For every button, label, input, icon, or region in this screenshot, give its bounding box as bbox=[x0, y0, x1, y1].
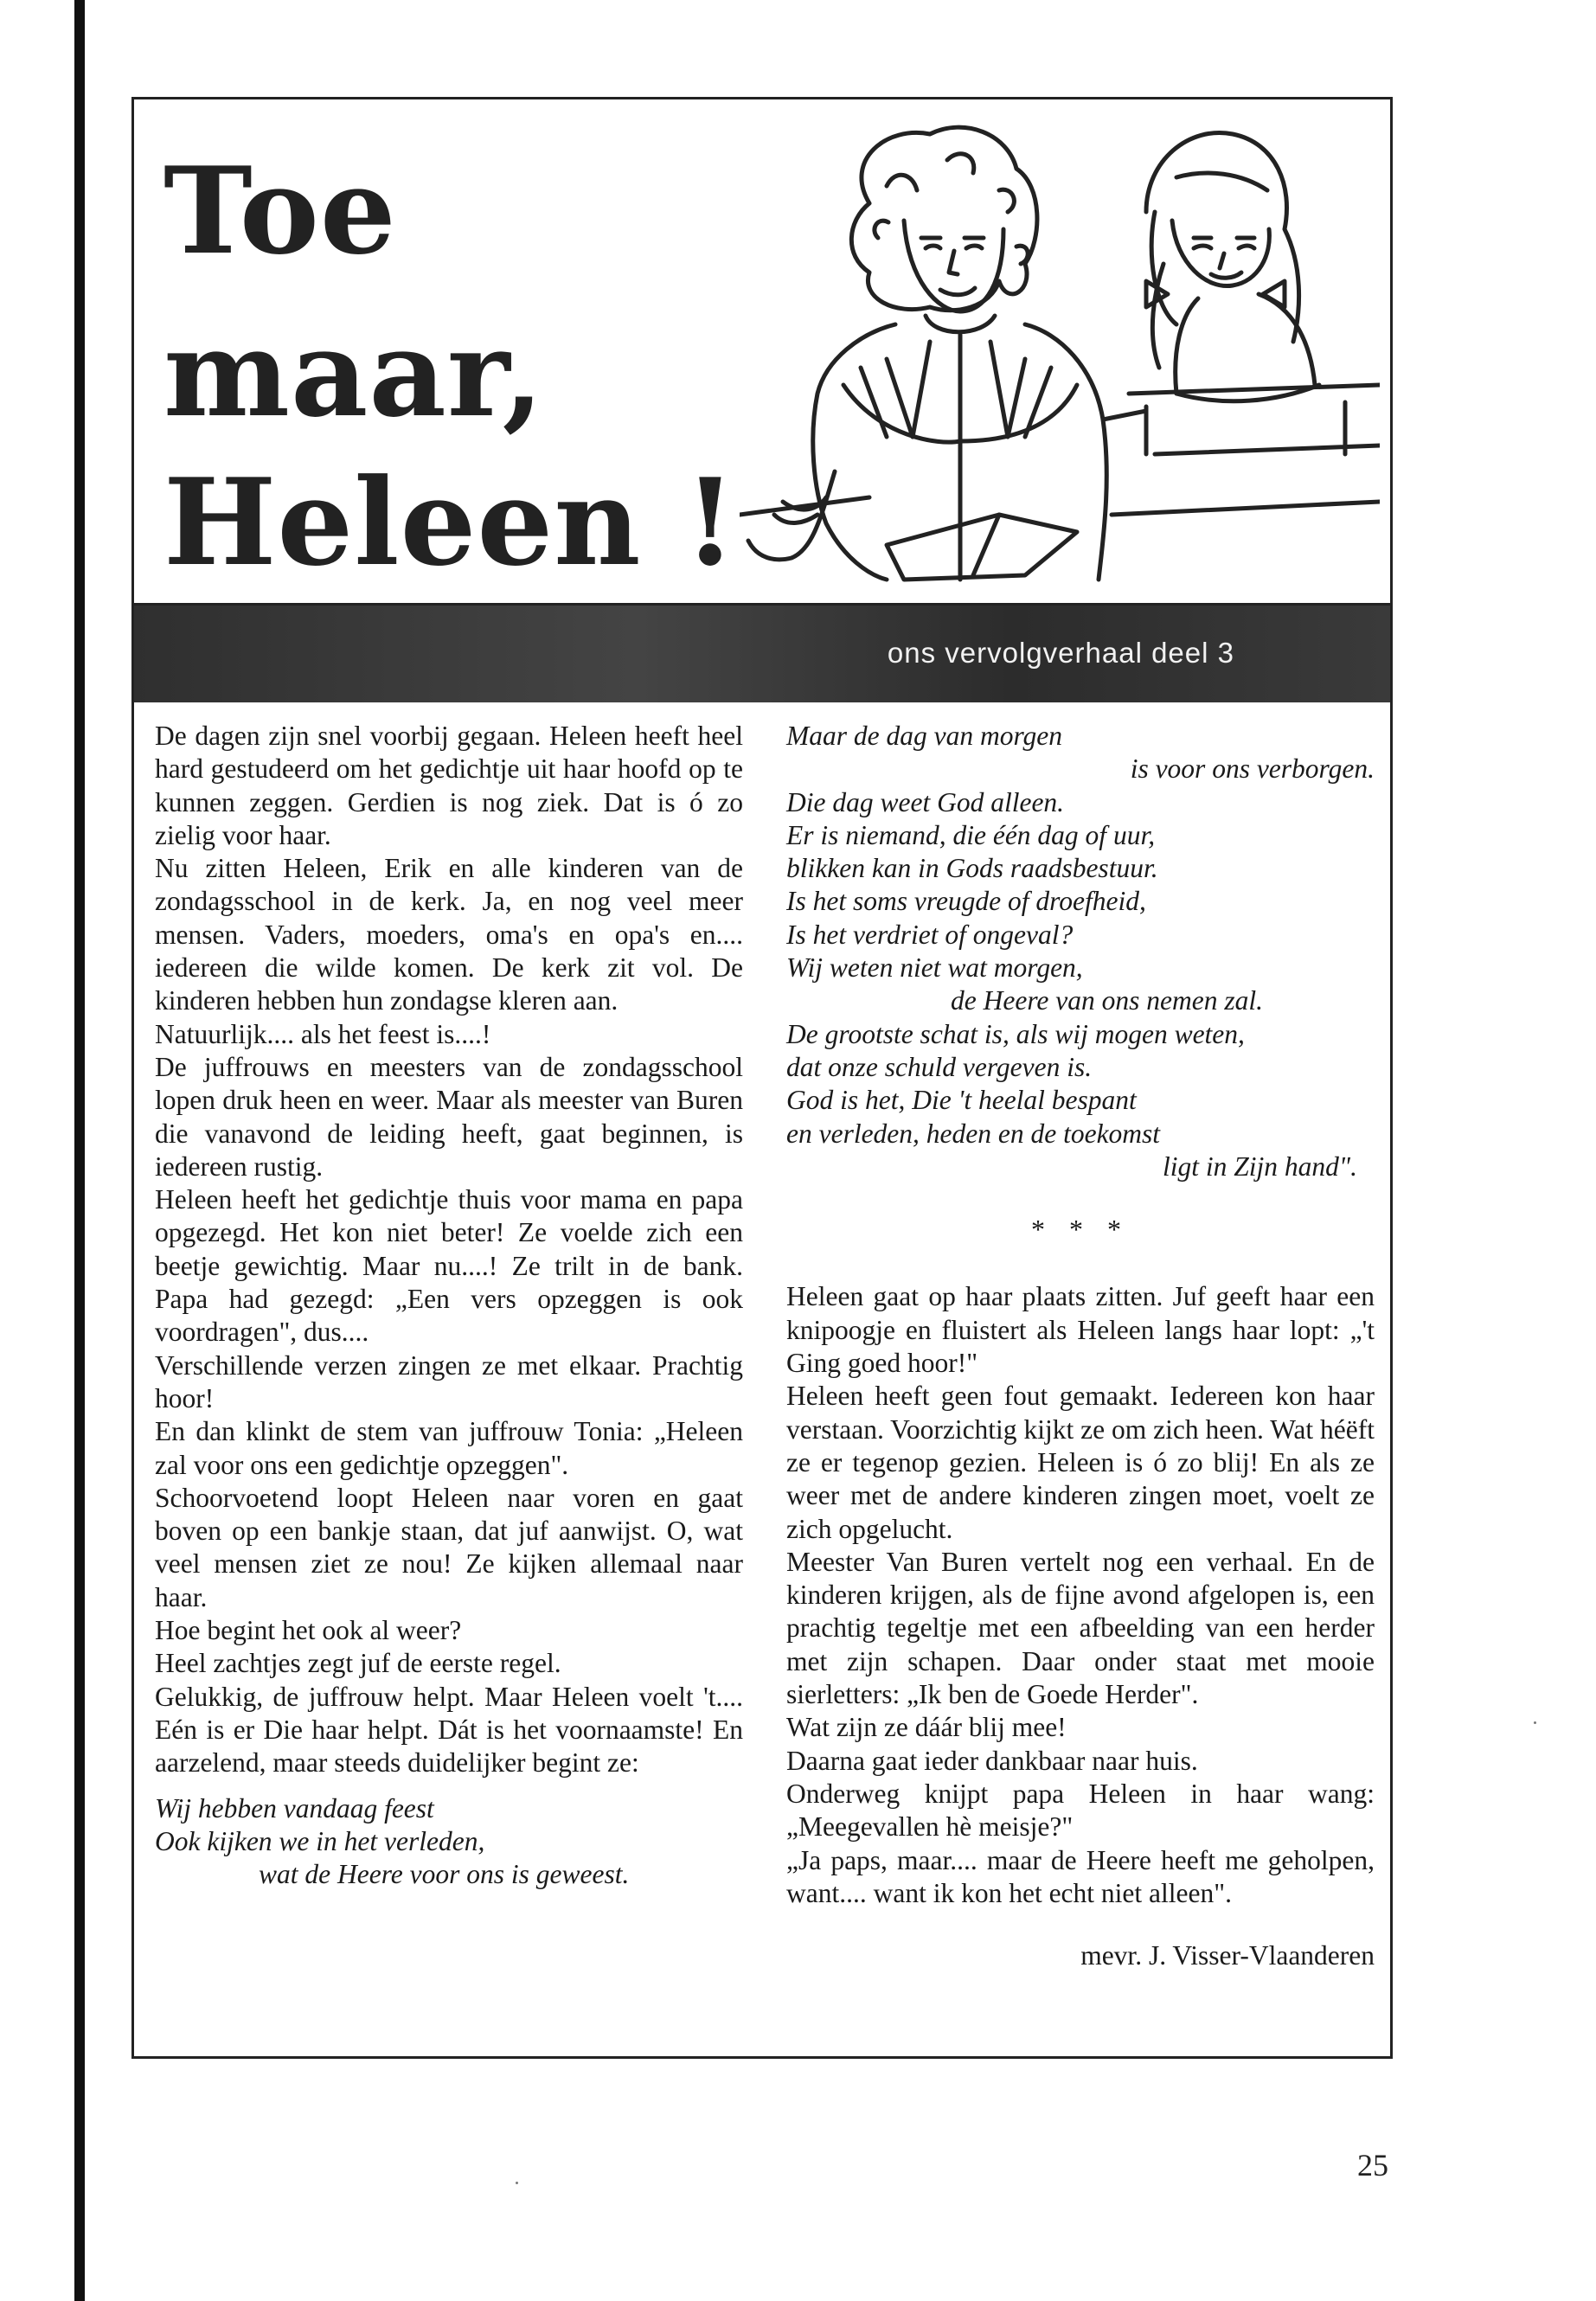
author-signature: mevr. J. Visser-Vlaanderen bbox=[1080, 1940, 1375, 1971]
paragraph: Daarna gaat ieder dankbaar naar huis. bbox=[786, 1745, 1198, 1776]
poem-stanza bbox=[155, 1792, 743, 1892]
page-number: 25 bbox=[1357, 2148, 1388, 2182]
poem-line: ligt in Zijn hand". bbox=[1162, 1150, 1357, 1182]
paragraph: Heleen gaat op haar plaats zitten. Juf geeft haar een knipoogje en fluistert als Heleen langs haar lopt: „'t Ging goed hoor!" bbox=[786, 1281, 1375, 1379]
left-column bbox=[155, 720, 743, 1891]
poem-line: God is het, Die 't heelal bespant bbox=[786, 1085, 1137, 1116]
poem-line: Er is niemand, die één dag of uur, bbox=[786, 819, 1156, 850]
print-speck bbox=[1534, 1721, 1536, 1724]
poem-line: en verleden, heden en de toekomst bbox=[786, 1118, 1161, 1149]
poem-line: Ook kijken we in het verleden, bbox=[155, 1825, 485, 1856]
poem-line: wat de Heere voor ons is geweest. bbox=[259, 1859, 630, 1890]
article-frame bbox=[131, 97, 1393, 2059]
title-line-1: Toe bbox=[163, 140, 397, 281]
paragraph: Hoe begint het ook al weer? bbox=[155, 1615, 462, 1646]
paragraph: Schoorvoetend loopt Heleen naar voren en gaat boven op een bankje staan, dat juf aanwijst. O, wat veel mensen ziet ze nou! Ze kijken allemaal naar haar. bbox=[155, 1482, 743, 1612]
paragraph: Nu zitten Heleen, Erik en alle kinderen van de zondagsschool in de kerk. Ja, en nog veel meer mensen. Vaders, moeders, oma's en opa's en.... iedereen die wilde komen. De kerk zit vol. De kinderen hebben hun zondagse kleren aan. bbox=[155, 853, 743, 1016]
paragraph: Verschillende verzen zingen ze met elkaar. Prachtig hoor! bbox=[155, 1349, 743, 1413]
article-header bbox=[134, 99, 1390, 606]
poem-line: Is het soms vreugde of droefheid, bbox=[786, 886, 1146, 917]
paragraph: De dagen zijn snel voorbij gegaan. Heleen heeft heel hard gestudeerd om het gedichtje uit haar hoofd op te kunnen zeggen. Gerdien is nog ziek. Dat is ó zo zielig voor haar. bbox=[155, 721, 743, 850]
paragraph: Onderweg knijpt papa Heleen in haar wang: „Meegevallen hè meisje?" bbox=[786, 1778, 1375, 1843]
poem-line: De grootste schat is, als wij mogen weten, bbox=[786, 1018, 1245, 1049]
paragraph: Gelukkig, de juffrouw helpt. Maar Heleen voelt 't.... Eén is er Die haar helpt. Dát is het voornaamste! En aarzelend, maar steeds duidelijker begint ze: bbox=[155, 1681, 743, 1779]
paragraph: Wat zijn ze dáár blij mee! bbox=[786, 1712, 1067, 1743]
paragraph: En dan klinkt de stem van juffrouw Tonia: „Heleen zal voor ons een gedichtje opzeggen". bbox=[155, 1416, 743, 1480]
paragraph: Natuurlijk.... als het feest is....! bbox=[155, 1018, 491, 1049]
paragraph: „Ja paps, maar.... maar de Heere heeft me geholpen, want.... want ik kon het echt niet alleen". bbox=[786, 1844, 1375, 1908]
poem-continuation bbox=[786, 720, 1375, 1183]
poem-line: de Heere van ons nemen zal. bbox=[951, 985, 1263, 1016]
section-separator: * * * bbox=[1031, 1214, 1130, 1246]
banner-text: ons vervolgverhaal deel 3 bbox=[887, 637, 1234, 669]
illustration-woman-and-girl bbox=[740, 108, 1380, 597]
poem-line: Maar de dag van morgen bbox=[786, 721, 1063, 751]
poem-line: is voor ons verborgen. bbox=[1130, 753, 1375, 785]
title-line-3: Heleen ! bbox=[163, 452, 738, 593]
paragraph: Heleen heeft geen fout gemaakt. Iedereen kon haar verstaan. Voorzichtig kijkt ze om zich heen. Wat héëft ze er tegenop gezien. Heleen is ó zo blij! En als ze weer met de andere kinderen zingen moet, voelt ze zich opgelucht. bbox=[786, 1381, 1375, 1544]
poem-line: Wij weten niet wat morgen, bbox=[786, 952, 1083, 984]
poem-line: Wij hebben vandaag feest bbox=[155, 1792, 434, 1823]
print-speck bbox=[516, 2182, 518, 2184]
title-line-2: maar, bbox=[163, 303, 545, 444]
binding-edge bbox=[74, 0, 85, 2301]
paragraph: Heleen heeft het gedichtje thuis voor mama en papa opgezegd. Het kon niet beter! Ze voelde zich een beetje gewichtig. Maar nu....! Ze trilt in de bank. Papa had gezegd: „Een vers opzeggen is ook voordragen", dus.... bbox=[155, 1184, 743, 1348]
paragraph: Meester Van Buren vertelt nog een verhaal. En de kinderen krijgen, als de fijne avond afgelopen is, een prachtig tegeltje met een afbeelding van een herder met zijn schapen. Daar onder staat met mooie sierletters: „Ik ben de Goede Herder". bbox=[786, 1546, 1375, 1710]
poem-line: blikken kan in Gods raadsbestuur. bbox=[786, 853, 1158, 884]
paragraph: Heel zachtjes zegt juf de eerste regel. bbox=[155, 1648, 561, 1679]
series-banner bbox=[134, 606, 1390, 702]
poem-line: dat onze schuld vergeven is. bbox=[786, 1051, 1093, 1082]
right-column bbox=[786, 720, 1375, 1972]
poem-line: Is het verdriet of ongeval? bbox=[786, 919, 1074, 950]
paragraph: De juffrouws en meesters van de zondagsschool lopen druk heen en weer. Maar als meester van Buren die vanavond de leiding heeft, gaat beginnen, is iedereen rustig. bbox=[155, 1051, 743, 1182]
poem-line: Die dag weet God alleen. bbox=[786, 786, 1065, 817]
